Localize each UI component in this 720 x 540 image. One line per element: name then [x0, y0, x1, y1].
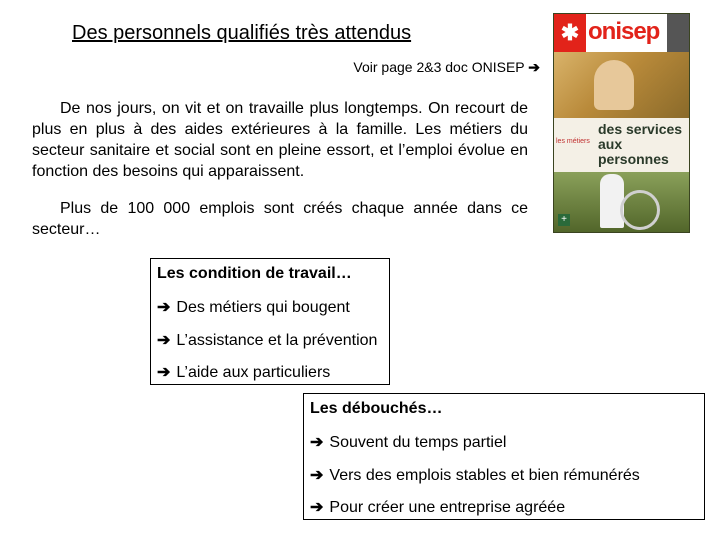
list-item-text: Pour créer une entreprise agréée	[329, 499, 566, 516]
arrow-right-icon: ➔	[310, 434, 324, 451]
arrow-right-icon: ➔	[310, 499, 324, 516]
list-item	[157, 362, 330, 382]
page-title: Des personnels qualifiés très attendus	[72, 22, 412, 44]
list-item-text: Des métiers qui bougent	[176, 299, 350, 316]
onisep-logo: onisep	[588, 18, 660, 45]
cover-title-band	[554, 118, 689, 172]
onisep-cover-image	[553, 13, 690, 233]
cover-corner	[667, 14, 689, 52]
reference-text: Voir page 2&3 doc ONISEP	[353, 59, 525, 75]
debouches-box	[303, 393, 705, 520]
reference-link[interactable]	[353, 59, 540, 76]
debouches-heading: Les débouchés…	[310, 400, 443, 417]
list-item	[310, 432, 506, 452]
list-item	[310, 497, 565, 517]
onisep-logo-icon: ✱	[554, 14, 586, 52]
arrow-right-icon: ➔	[157, 364, 171, 381]
wheelchair-icon	[620, 190, 660, 230]
list-item-text: Vers des emplois stables et bien rémunérés	[329, 467, 640, 484]
list-item	[157, 330, 377, 350]
list-item-text: L’assistance et la prévention	[176, 332, 378, 349]
list-item-text: L’aide aux particuliers	[176, 364, 331, 381]
jobs-paragraph: Plus de 100 000 emplois sont créés chaque année dans ce secteur…	[32, 200, 528, 238]
intro-paragraph: De nos jours, on vit et on travaille plus longtemps. On recourt de plus en plus à des aides extérieures à la famille. Les métiers du secteur sanitaire et social sont en pleine essort, et l’emploi évolue en fonction des besoins qui apparaissent.	[32, 100, 528, 180]
plus-icon: +	[558, 214, 570, 226]
list-item	[310, 465, 640, 485]
cover-title-line-1: des services	[598, 121, 683, 137]
cover-header	[554, 14, 689, 52]
arrow-right-icon: ➔	[310, 467, 324, 484]
cover-title	[598, 122, 689, 167]
arrow-right-icon: ➔	[157, 332, 171, 349]
cover-lower-photo	[554, 172, 689, 232]
cover-label-left: les métiers	[556, 138, 590, 145]
conditions-heading: Les condition de travail…	[157, 265, 352, 282]
list-item-text: Souvent du temps partiel	[329, 434, 507, 451]
cover-photo	[554, 52, 689, 118]
list-item	[157, 297, 350, 317]
cover-title-line-2: aux personnes	[598, 136, 669, 167]
arrow-right-icon: ➔	[528, 59, 540, 75]
conditions-box	[150, 258, 390, 385]
arrow-right-icon: ➔	[157, 299, 171, 316]
